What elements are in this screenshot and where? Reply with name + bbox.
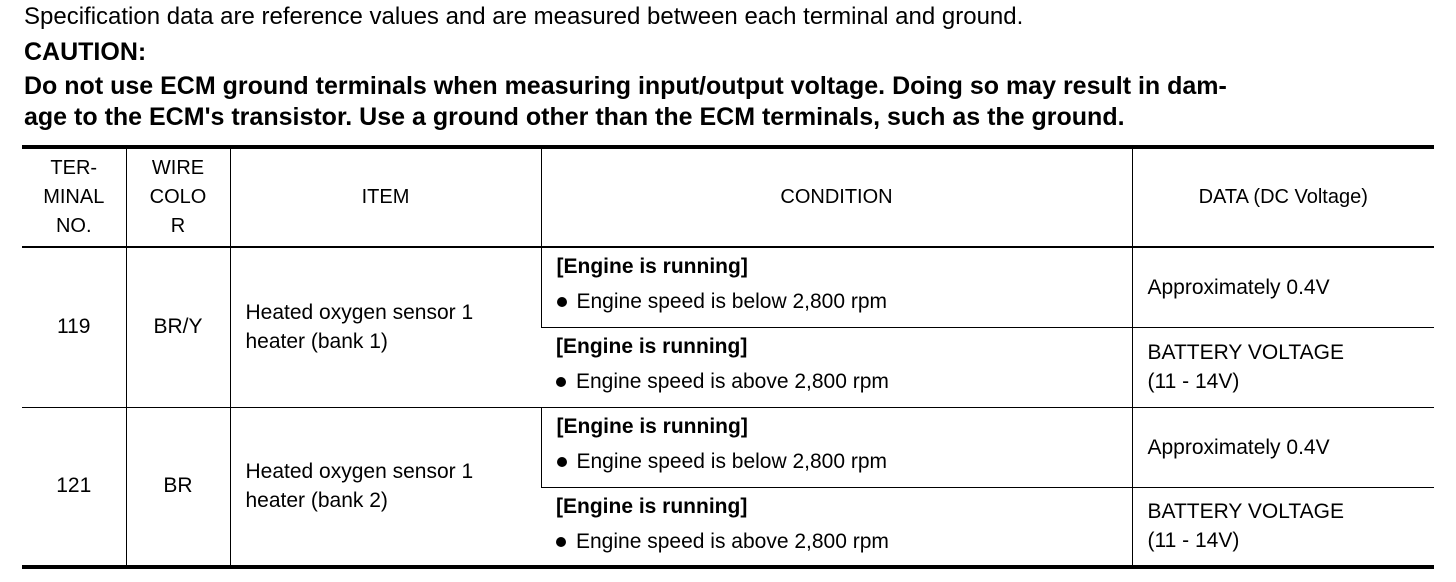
header-item: ITEM bbox=[230, 147, 541, 247]
header-terminal-no: TER- MINAL NO. bbox=[22, 147, 126, 247]
data-value: BATTERY VOLTAGE (11 - 14V) bbox=[1132, 327, 1434, 407]
caution-line: Do not use ECM ground terminals when measuring input/output voltage. Doing so may result in dam- bbox=[24, 72, 1227, 100]
condition-header: [Engine is running] bbox=[556, 334, 748, 358]
header-condition: CONDITION bbox=[541, 147, 1132, 247]
terminal-no: 119 bbox=[22, 247, 126, 407]
header-wire-color: WIRE COLO R bbox=[126, 147, 230, 247]
data-value: Approximately 0.4V bbox=[1132, 407, 1434, 487]
condition-header: [Engine is running] bbox=[556, 494, 748, 518]
table-row bbox=[22, 407, 1434, 487]
condition-bullet: Engine speed is below 2,800 rpm bbox=[576, 290, 888, 313]
condition-cell bbox=[541, 487, 1132, 567]
caution-line: age to the ECM's transistor. Use a ground other than the ECM terminals, such as the ground. bbox=[24, 103, 1125, 131]
intro-text: Specification data are reference values and are measured between each terminal and ground. bbox=[24, 3, 1024, 30]
caution-text bbox=[24, 71, 1434, 133]
condition-bullet: Engine speed is below 2,800 rpm bbox=[576, 449, 888, 473]
condition-header: [Engine is running] bbox=[556, 414, 748, 438]
condition-cell bbox=[541, 247, 1132, 327]
item-cell: Heated oxygen sensor 1 heater (bank 1) bbox=[230, 247, 541, 407]
bullet-icon bbox=[556, 537, 566, 547]
data-value: BATTERY VOLTAGE (11 - 14V) bbox=[1132, 487, 1434, 567]
header-data: DATA (DC Voltage) bbox=[1132, 147, 1434, 247]
header-row bbox=[22, 147, 1434, 247]
bullet-icon bbox=[557, 457, 567, 467]
item-cell: Heated oxygen sensor 1 heater (bank 2) bbox=[230, 407, 541, 567]
terminal-no: 121 bbox=[22, 407, 126, 567]
condition-bullet: Engine speed is above 2,800 rpm bbox=[576, 529, 889, 553]
wire-color: BR bbox=[126, 407, 230, 567]
bullet-icon bbox=[556, 377, 566, 387]
condition-bullet: Engine speed is above 2,800 rpm bbox=[576, 369, 889, 393]
caution-title: CAUTION: bbox=[24, 38, 147, 66]
data-value: Approximately 0.4V bbox=[1132, 247, 1434, 327]
condition-cell bbox=[541, 407, 1132, 487]
wire-color: BR/Y bbox=[126, 247, 230, 407]
bullet-icon bbox=[557, 297, 567, 307]
table-row bbox=[22, 247, 1434, 327]
terminal-spec-table bbox=[22, 145, 1434, 569]
condition-header: [Engine is running] bbox=[556, 255, 748, 278]
condition-cell bbox=[541, 327, 1132, 407]
